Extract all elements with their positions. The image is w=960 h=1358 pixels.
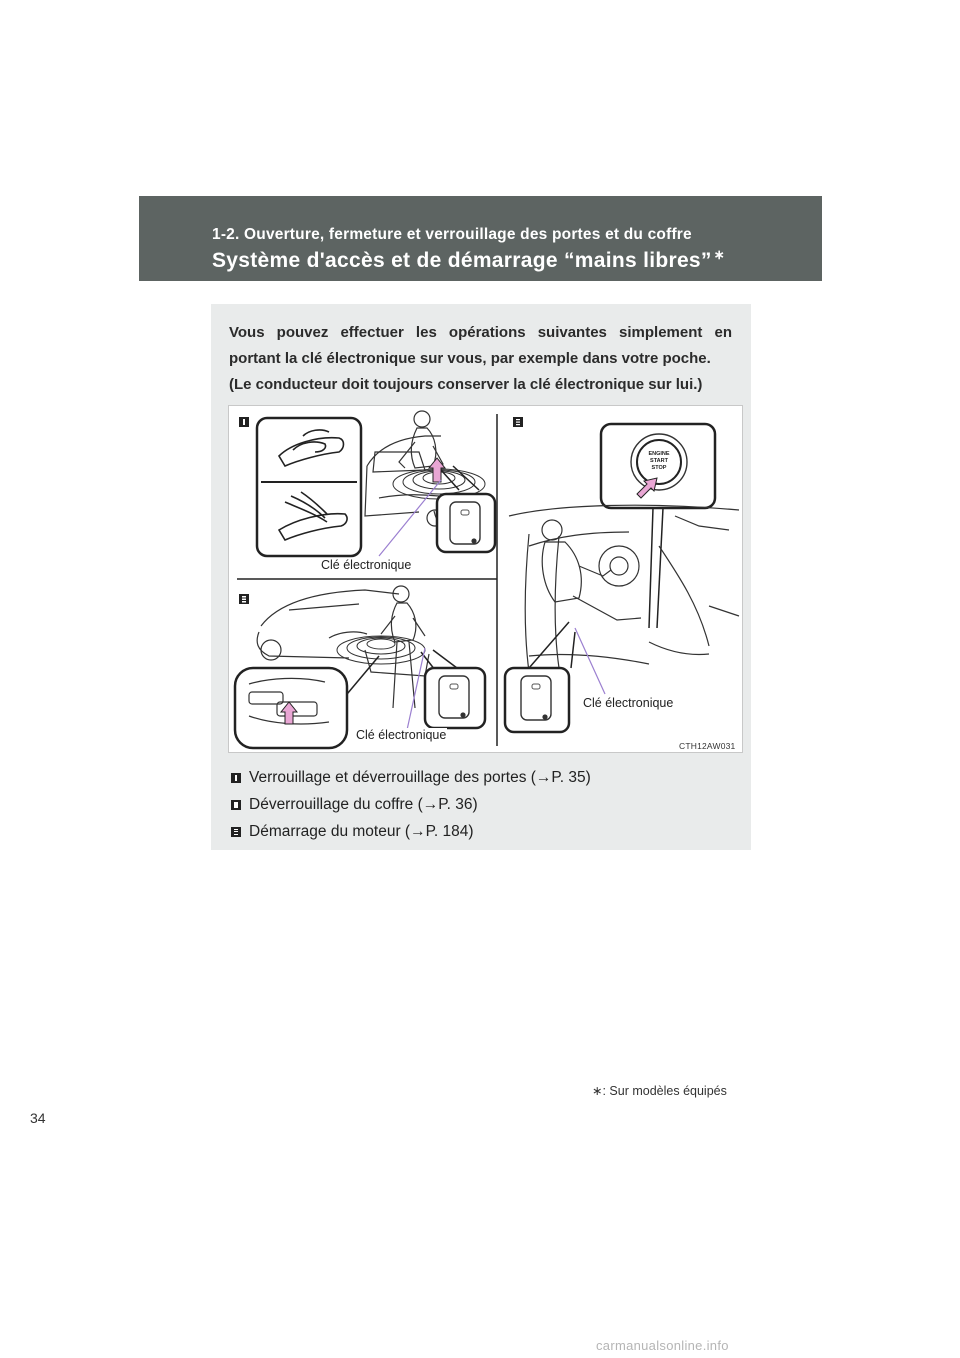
door-handle-inset xyxy=(257,418,361,556)
inset-pointer xyxy=(649,508,653,628)
page-number: 34 xyxy=(30,1110,46,1126)
illustration-code: CTH12AW031 xyxy=(679,741,736,751)
watermark: carmanualsonline.info xyxy=(596,1338,729,1353)
footnote: ∗: Sur modèles équipés xyxy=(592,1084,727,1098)
item-text-1: Verrouillage et déverrouillage des portes (→P. 35) xyxy=(249,768,591,786)
list-item xyxy=(231,764,591,791)
title-asterisk: ∗ xyxy=(713,247,725,262)
marker-1-icon xyxy=(239,417,249,427)
illustration-frame xyxy=(228,405,743,753)
callout-line-1 xyxy=(379,480,441,556)
intro-line-2: portant la clé électronique sur vous, par exemple dans votre poche. xyxy=(229,350,711,367)
key-label-3: Clé électronique xyxy=(583,696,674,710)
marker-2-icon xyxy=(239,594,249,604)
key-fob-inset-3 xyxy=(505,622,575,732)
start-button-text-3: STOP xyxy=(651,465,667,471)
section-header xyxy=(139,196,822,281)
list-item xyxy=(231,791,591,818)
page-title xyxy=(212,249,725,273)
marker-2-icon xyxy=(231,800,241,810)
item-text-3: Démarrage du moteur (→P. 184) xyxy=(249,822,474,840)
person-2-drawing xyxy=(381,586,425,708)
key-fob-inset-2 xyxy=(421,650,485,728)
intro-text xyxy=(229,320,732,398)
item-text-2: Déverrouillage du coffre (→P. 36) xyxy=(249,795,478,813)
operations-list xyxy=(231,764,591,845)
key-label-2: Clé électronique xyxy=(356,728,447,742)
callout-line-3 xyxy=(575,628,605,694)
intro-line-3: (Le conducteur doit toujours conserver la clé électronique sur lui.) xyxy=(229,376,703,393)
marker-1-icon xyxy=(231,773,241,783)
start-button-text-1: ENGINE xyxy=(648,451,670,457)
marker-3-icon xyxy=(513,417,523,427)
list-item xyxy=(231,818,591,845)
start-button-text-2: START xyxy=(650,458,668,464)
intro-line-1: Vous pouvez effectuer les opérations suivantes simplement en xyxy=(229,324,732,341)
marker-3-icon xyxy=(231,827,241,837)
car-interior-drawing xyxy=(509,505,739,672)
key-label-1: Clé électronique xyxy=(321,558,412,572)
page-title-text: Système d'accès et de démarrage “mains libres” xyxy=(212,249,712,272)
section-title: 1-2. Ouverture, fermeture et verrouillage des portes et du coffre xyxy=(212,226,692,243)
info-panel xyxy=(211,304,751,850)
start-button-inset xyxy=(601,424,715,508)
signal-waves-2 xyxy=(337,636,425,664)
key-fob-inset-1 xyxy=(437,466,495,552)
